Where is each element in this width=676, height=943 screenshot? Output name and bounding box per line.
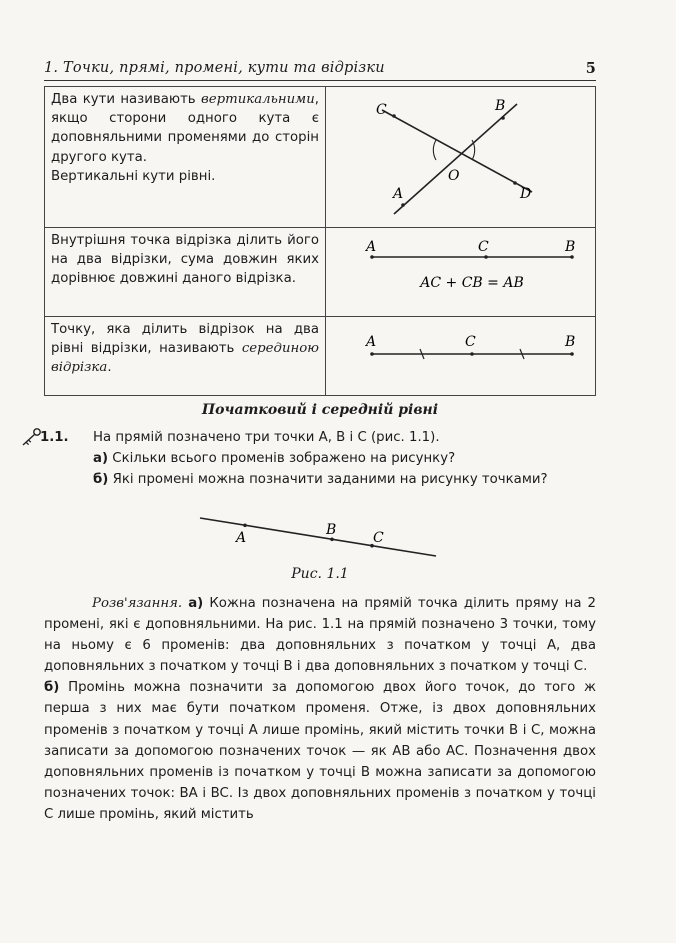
solution-part-b: б) Промінь можна позначити за допомогою двох його точок, до того ж перша з них має бути початком променя. Отже, із двох доповняльних променів з початком у точці A лише промінь, який містить точки B і C, можна записати за допомогою позначених точок — як AB або AC. Позначення двох доповняльних променів із початком у точці B можна записати за допомогою позначених точок: BA і BC. Із двох доповняльних променів з початком у точці C лише промінь, який містить	[44, 680, 596, 822]
label-b: B	[326, 522, 337, 538]
point-a	[401, 203, 405, 207]
task-number: 1.1.	[40, 430, 69, 445]
point-b	[330, 538, 334, 542]
theory-table	[44, 86, 596, 396]
solution-label: Розв'язання.	[92, 596, 183, 611]
point-c	[470, 352, 474, 356]
term: вертикальними	[200, 92, 315, 107]
label-b: B	[495, 98, 506, 114]
point-d	[513, 181, 517, 185]
point-a	[370, 352, 374, 356]
theory-text: Внутрішня точка відрізка ділить його на два відрізки, сума довжин яких дорівнює довжині даного відрізка.	[45, 228, 326, 317]
theory-row-midpoint	[45, 317, 596, 396]
running-head	[44, 60, 596, 76]
label-c: C	[373, 530, 384, 546]
header-rule	[44, 80, 596, 81]
label-a: A	[236, 530, 247, 546]
label-b: B	[565, 334, 576, 350]
key-icon	[20, 427, 42, 447]
task-1-1	[20, 427, 596, 490]
label-o: O	[448, 168, 460, 184]
segment-sum-figure	[332, 231, 614, 309]
point-b	[501, 116, 505, 120]
task-body	[93, 427, 596, 490]
theory-text: Два кути називають вертикальними, якщо сторони одного кута є доповняльними променями до сторін другого кута. Вертикальні кути рівні.	[45, 87, 326, 228]
label-c: C	[376, 102, 387, 118]
theory-figure	[326, 87, 596, 228]
chapter-title: 1. Точки, прямі, промені, кути та відрізки	[44, 60, 385, 76]
section-title: Початковий і середній рівні	[201, 402, 439, 418]
term: серединою відрізка	[51, 341, 319, 376]
line-ab	[394, 104, 517, 214]
solution	[44, 593, 596, 825]
theory-text: Точку, яка ділить відрізок на два рівні відрізки, називають серединою відрізка.	[45, 317, 326, 396]
theory-figure	[326, 317, 596, 396]
point-b	[570, 352, 574, 356]
midpoint-figure	[332, 320, 614, 388]
theory-row-vertical-angles	[45, 87, 596, 228]
vertical-angles-figure	[332, 90, 614, 220]
angle-arc-left	[433, 140, 436, 160]
figure-caption: Рис. 1.1	[291, 566, 349, 582]
solution-part-a: Розв'язання. а) Кожна позначена на прямій точка ділить пряму на 2 промені, які є доповняльними. На рис. 1.1 на прямій позначено 3 точки, тому на ньому є 6 променів: два доповняльних з початком у точці A, два доповняльних з початком у точці B і два доповняльних з початком у точці C.	[44, 596, 596, 675]
label-a: A	[366, 239, 377, 255]
point-b	[570, 255, 574, 259]
figure-1-1	[190, 512, 450, 564]
point-c	[392, 114, 396, 118]
theory-row-segment-sum	[45, 228, 596, 317]
theory-rule: Вертикальні кути рівні.	[51, 168, 216, 184]
label-b: B	[565, 239, 576, 255]
label-a: A	[366, 334, 377, 350]
label-a: A	[393, 186, 404, 202]
label-d: D	[520, 186, 532, 202]
theory-figure	[326, 228, 596, 317]
point-c	[484, 255, 488, 259]
label-c: C	[465, 334, 476, 350]
page-number: 5	[585, 60, 596, 77]
point-a	[370, 255, 374, 259]
task-statement: На прямій позначено три точки A, B і C (рис. 1.1).	[93, 430, 440, 445]
task-part-a: а) Скільки всього променів зображено на рисунку?	[93, 451, 456, 466]
label-c: C	[478, 239, 489, 255]
task-part-b: б) Які промені можна позначити заданими на рисунку точками?	[93, 472, 548, 487]
segment-formula: AC + CB = AB	[420, 275, 524, 291]
point-a	[243, 524, 247, 528]
